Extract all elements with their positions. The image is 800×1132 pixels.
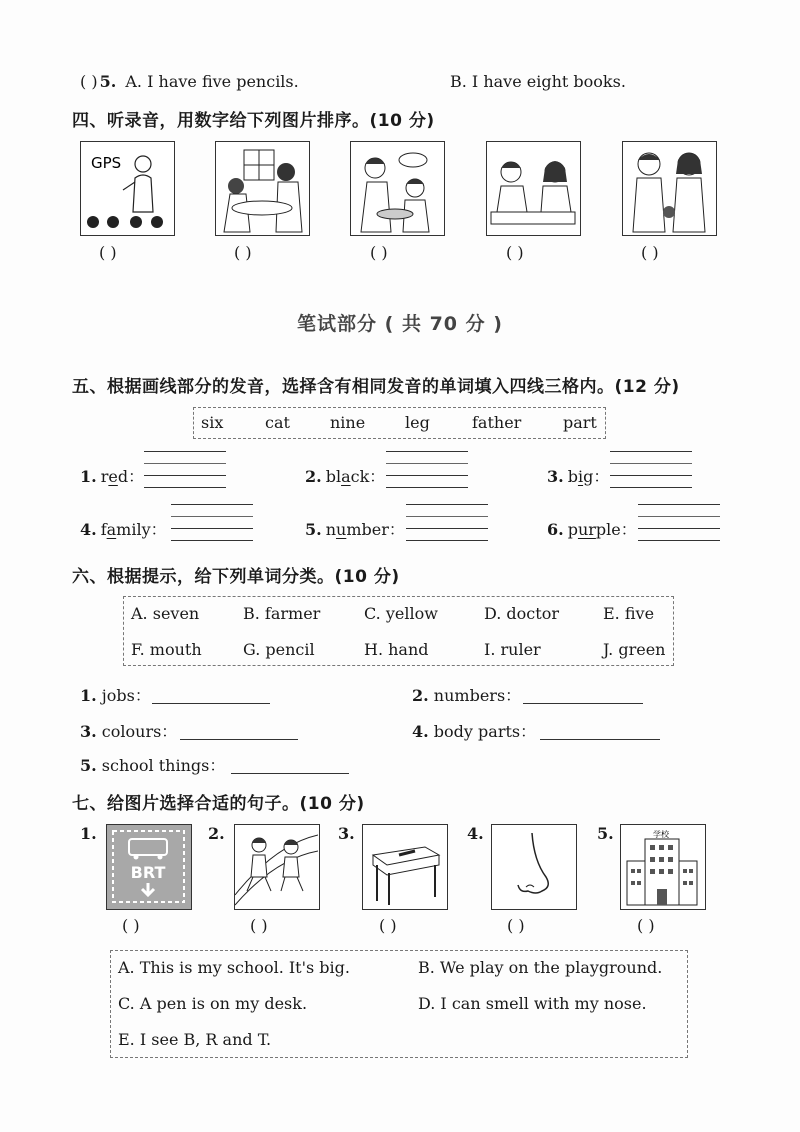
- item-number: 4.: [412, 722, 429, 741]
- word-bank-item: G. pencil: [243, 640, 315, 659]
- playground-illustration: [235, 825, 318, 908]
- item-number: 3.: [547, 467, 564, 486]
- category-label: body parts：: [433, 722, 537, 741]
- word-part: mber：: [346, 520, 405, 539]
- item-number: 6.: [547, 520, 564, 539]
- section-6-title: 六、根据提示，给下列单词分类。(10 分): [72, 567, 400, 587]
- answer-blank-jobs[interactable]: [152, 689, 270, 704]
- category-school-things: [80, 753, 225, 776]
- category-numbers: [412, 683, 521, 706]
- answer-paren-7-4[interactable]: ( ): [507, 916, 525, 935]
- four-line-grid-5[interactable]: [406, 502, 488, 544]
- kids-talking-illustration: [623, 142, 715, 234]
- brt-sign-illustration: [107, 825, 190, 908]
- underlined-sound: a: [341, 467, 351, 486]
- word-bank-item: B. farmer: [243, 604, 321, 623]
- section-7-title: 七、给图片选择合适的句子。(10 分): [72, 794, 365, 814]
- word-bank-item: father: [472, 413, 522, 432]
- word-bank-item: E. five: [603, 604, 655, 623]
- item-number: 2.: [305, 467, 322, 486]
- four-line-grid-6[interactable]: [638, 502, 720, 544]
- category-body-parts: [412, 719, 536, 742]
- phonics-item-4: [80, 517, 167, 540]
- category-label: numbers：: [433, 686, 522, 705]
- underlined-sound: ur: [577, 520, 596, 539]
- item-number: 2.: [412, 686, 429, 705]
- category-jobs: [80, 683, 151, 706]
- item-number: 4.: [80, 520, 97, 539]
- picture-number: 4.: [467, 824, 484, 843]
- word-part: bl: [325, 467, 342, 486]
- word-bank-item: I. ruler: [484, 640, 541, 659]
- item-number: 3.: [80, 722, 97, 741]
- section-4-title: 四、听录音，用数字给下列图片排序。(10 分): [72, 111, 435, 131]
- word-part: d：: [117, 467, 145, 486]
- word-part: mily：: [116, 520, 167, 539]
- section-5-title: 五、根据画线部分的发音，选择含有相同发音的单词填入四线三格内。(12 分): [72, 377, 680, 397]
- word-bank-5: [193, 407, 606, 439]
- family-table-illustration: [216, 142, 308, 234]
- answer-paren-7-5[interactable]: ( ): [637, 916, 655, 935]
- word-part: f: [100, 520, 107, 539]
- answer-blank-body-parts[interactable]: [540, 725, 660, 740]
- item-number: 5.: [305, 520, 322, 539]
- phonics-item-3: [547, 464, 609, 487]
- q5-line: [80, 72, 299, 91]
- word-part: ck：: [350, 467, 386, 486]
- underlined-sound: i: [577, 467, 584, 486]
- answer-paren-7-2[interactable]: ( ): [250, 916, 268, 935]
- four-line-grid-1[interactable]: [144, 449, 226, 491]
- school-sign: 学校: [653, 830, 669, 839]
- picture-brt-sign: [106, 824, 192, 910]
- answer-paren-4-2[interactable]: ( ): [234, 243, 252, 262]
- word-bank-item: part: [563, 413, 597, 432]
- answer-paren-4-4[interactable]: ( ): [506, 243, 524, 262]
- sentence-option-b: B. We play on the playground.: [418, 958, 663, 977]
- word-bank-item: J. green: [603, 640, 666, 659]
- answer-blank-school-things[interactable]: [231, 759, 349, 774]
- kids-food-illustration: [351, 142, 443, 234]
- picture-gps-teacher: [80, 141, 175, 236]
- picture-nose: [491, 824, 577, 910]
- word-bank-item: C. yellow: [364, 604, 438, 623]
- word-part: p: [567, 520, 578, 539]
- word-bank-item: D. doctor: [484, 604, 559, 623]
- answer-paren-4-5[interactable]: ( ): [641, 243, 659, 262]
- picture-desk-pen: [362, 824, 448, 910]
- category-label: school things：: [101, 756, 226, 775]
- phonics-item-6: [547, 517, 637, 540]
- picture-playground: [234, 824, 320, 910]
- item-number: 1.: [80, 686, 97, 705]
- word-part: n: [325, 520, 337, 539]
- item-number: 5.: [80, 756, 97, 775]
- nose-illustration: [492, 825, 575, 908]
- word-part: ple：: [595, 520, 637, 539]
- word-part: g：: [583, 467, 610, 486]
- four-line-grid-3[interactable]: [610, 449, 692, 491]
- answer-paren-7-3[interactable]: ( ): [379, 916, 397, 935]
- picture-family-dinner: [215, 141, 310, 236]
- phonics-item-1: [80, 464, 144, 487]
- picture-kids-desk: [486, 141, 581, 236]
- phonics-item-5: [305, 517, 405, 540]
- desk-pen-illustration: [363, 825, 446, 908]
- school-building-illustration: [621, 825, 704, 908]
- picture-number: 3.: [338, 824, 355, 843]
- sentence-option-a: A. This is my school. It's big.: [118, 958, 350, 977]
- four-line-grid-2[interactable]: [386, 449, 468, 491]
- sentence-option-c: C. A pen is on my desk.: [118, 994, 308, 1013]
- item-number: 1.: [80, 467, 97, 486]
- phonics-item-2: [305, 464, 385, 487]
- picture-kids-talking: [622, 141, 717, 236]
- picture-number: 1.: [80, 824, 97, 843]
- sentence-option-d: D. I can smell with my nose.: [418, 994, 647, 1013]
- word-bank-item: H. hand: [364, 640, 429, 659]
- word-part: b: [567, 467, 578, 486]
- word-bank-item: six: [201, 413, 224, 432]
- teacher-gps-illustration: [81, 142, 173, 234]
- word-bank-item: nine: [330, 413, 366, 432]
- word-part: r: [100, 467, 109, 486]
- word-bank-item: leg: [405, 413, 430, 432]
- word-bank-item: A. seven: [131, 604, 200, 623]
- kids-desk-illustration: [487, 142, 579, 234]
- underlined-sound: a: [106, 520, 117, 539]
- question-number: 5.: [99, 72, 117, 91]
- answer-paren-4-3[interactable]: ( ): [370, 243, 388, 262]
- sentence-option-e: E. I see B, R and T.: [118, 1030, 272, 1049]
- answer-paren-4-1[interactable]: ( ): [99, 243, 117, 262]
- answer-paren-7-1[interactable]: ( ): [122, 916, 140, 935]
- underlined-sound: u: [336, 520, 347, 539]
- picture-school-building: [620, 824, 706, 910]
- answer-blank-numbers[interactable]: [523, 689, 643, 704]
- answer-paren[interactable]: ( ): [80, 72, 98, 91]
- category-label: jobs：: [101, 686, 151, 705]
- picture-kids-eating: [350, 141, 445, 236]
- category-colours: [80, 719, 177, 742]
- underlined-sound: e: [108, 467, 118, 486]
- option-a: A. I have five pencils.: [125, 72, 299, 91]
- word-bank-item: cat: [265, 413, 290, 432]
- category-label: colours：: [101, 722, 178, 741]
- four-line-grid-4[interactable]: [171, 502, 253, 544]
- gps-label: GPS: [91, 154, 122, 172]
- word-bank-item: F. mouth: [131, 640, 202, 659]
- brt-label: BRT: [130, 863, 166, 882]
- written-part-title: 笔试部分 ( 共 70 分 ): [297, 313, 503, 335]
- picture-number: 2.: [208, 824, 225, 843]
- q5-option-b: B. I have eight books.: [450, 72, 626, 91]
- answer-blank-colours[interactable]: [180, 725, 298, 740]
- picture-number: 5.: [597, 824, 614, 843]
